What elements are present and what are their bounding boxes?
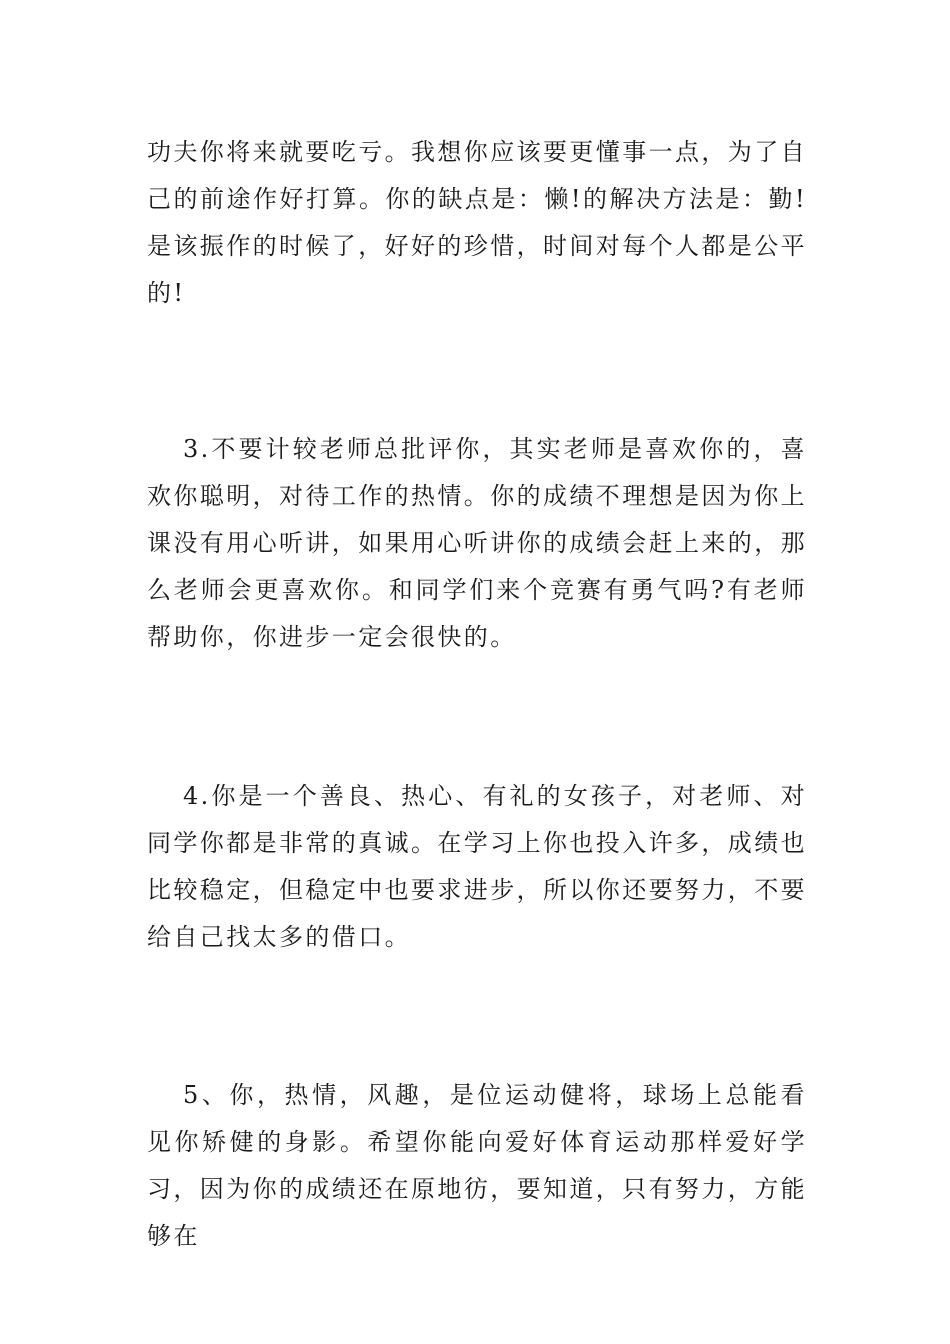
- paragraph-item-5: 5、你，热情，风趣，是位运动健将，球场上总能看见你矫健的身影。希望你能向爱好体育运动那样爱好学习，因为你的成绩还在原地彷，要知道，只有努力，方能够在: [147, 1081, 807, 1250]
- paragraph-item-3: 3.不要计较老师总批评你，其实老师是喜欢你的，喜欢你聪明，对待工作的热情。你的成绩不理想是因为你上课没有用心听讲，如果用心听讲你的成绩会赶上来的，那么老师会更喜欢你。和同学们来个竞赛有勇气吗?有老师帮助你，你进步一定会很快的。: [147, 435, 807, 651]
- paragraph-item-4: 4.你是一个善良、热心、有礼的女孩子，对老师、对同学你都是非常的真诚。在学习上你也投入许多，成绩也比较稳定，但稳定中也要求进步，所以你还要努力，不要给自己找太多的借口。: [147, 782, 807, 951]
- paragraph-continuation: 功夫你将来就要吃亏。我想你应该要更懂事一点，为了自己的前途作好打算。你的缺点是：懒!的解决方法是：勤!是该振作的时候了，好好的珍惜，时间对每个人都是公平的!: [147, 138, 807, 307]
